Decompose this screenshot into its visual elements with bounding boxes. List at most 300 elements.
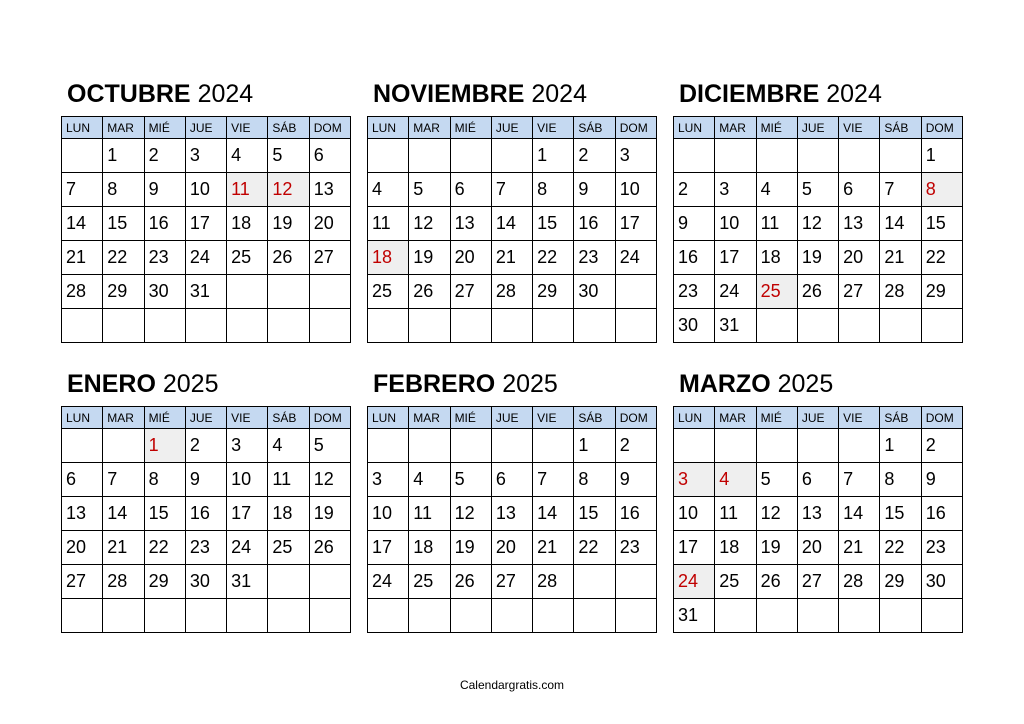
weekday-header: JUE	[185, 407, 226, 429]
week-row	[62, 207, 351, 241]
day-cell: 14	[533, 497, 574, 531]
day-cell: 26	[309, 531, 350, 565]
week-row	[368, 497, 657, 531]
weekday-header: LUN	[62, 117, 103, 139]
day-cell: 27	[62, 565, 103, 599]
day-cell: 23	[574, 241, 615, 275]
day-cell: 30	[144, 275, 185, 309]
day-cell: 19	[309, 497, 350, 531]
weekday-header: DOM	[309, 407, 350, 429]
day-cell: 10	[615, 173, 656, 207]
empty-day-cell	[368, 139, 409, 173]
weekday-header: JUE	[491, 407, 532, 429]
day-cell: 27	[450, 275, 491, 309]
month-year: 2025	[162, 370, 219, 398]
day-cell: 22	[144, 531, 185, 565]
day-cell: 20	[450, 241, 491, 275]
empty-day-cell	[62, 309, 103, 343]
empty-day-cell	[615, 309, 656, 343]
empty-day-cell	[615, 599, 656, 633]
day-cell: 25	[715, 565, 756, 599]
month-name: DICIEMBRE	[679, 80, 820, 108]
empty-day-cell	[227, 599, 268, 633]
day-cell: 22	[533, 241, 574, 275]
day-cell: 25	[409, 565, 450, 599]
month-title	[373, 370, 558, 398]
empty-day-cell	[409, 599, 450, 633]
day-cell: 14	[491, 207, 532, 241]
day-cell: 7	[839, 463, 880, 497]
day-cell: 14	[839, 497, 880, 531]
empty-day-cell	[880, 139, 921, 173]
day-cell: 23	[615, 531, 656, 565]
day-cell: 29	[921, 275, 962, 309]
weekday-header: DOM	[615, 117, 656, 139]
empty-day-cell	[409, 309, 450, 343]
week-row	[368, 139, 657, 173]
empty-day-cell	[227, 309, 268, 343]
day-cell: 10	[227, 463, 268, 497]
day-cell: 29	[533, 275, 574, 309]
day-cell: 10	[185, 173, 226, 207]
empty-day-cell	[533, 599, 574, 633]
day-cell: 2	[185, 429, 226, 463]
month-grid	[673, 116, 963, 343]
empty-day-cell	[268, 309, 309, 343]
empty-day-cell	[797, 429, 838, 463]
day-cell: 4	[227, 139, 268, 173]
day-cell: 15	[144, 497, 185, 531]
month-title	[373, 80, 587, 108]
day-cell: 5	[797, 173, 838, 207]
day-cell: 9	[921, 463, 962, 497]
day-cell: 12	[756, 497, 797, 531]
empty-day-cell	[921, 309, 962, 343]
day-cell: 16	[674, 241, 715, 275]
empty-day-cell	[185, 309, 226, 343]
day-cell: 6	[491, 463, 532, 497]
day-cell: 21	[839, 531, 880, 565]
empty-day-cell	[756, 429, 797, 463]
weekday-header-row	[368, 117, 657, 139]
empty-day-cell	[450, 139, 491, 173]
day-cell: 7	[533, 463, 574, 497]
weekday-header-row	[62, 407, 351, 429]
day-cell: 9	[674, 207, 715, 241]
week-row	[674, 139, 963, 173]
month-name: OCTUBRE	[67, 80, 191, 108]
holiday-day-cell: 8	[921, 173, 962, 207]
day-cell: 5	[309, 429, 350, 463]
day-cell: 20	[62, 531, 103, 565]
day-cell: 11	[409, 497, 450, 531]
week-row	[674, 173, 963, 207]
day-cell: 3	[715, 173, 756, 207]
empty-day-cell	[309, 565, 350, 599]
day-cell: 22	[103, 241, 144, 275]
week-row	[368, 173, 657, 207]
weekday-header-row	[62, 117, 351, 139]
week-row	[674, 565, 963, 599]
empty-day-cell	[450, 599, 491, 633]
month-title	[679, 370, 833, 398]
day-cell: 7	[62, 173, 103, 207]
empty-day-cell	[309, 599, 350, 633]
day-cell: 5	[756, 463, 797, 497]
month-grid	[673, 406, 963, 633]
weekday-header: SÁB	[268, 407, 309, 429]
day-cell: 6	[450, 173, 491, 207]
day-cell: 2	[921, 429, 962, 463]
day-cell: 13	[450, 207, 491, 241]
empty-day-cell	[839, 309, 880, 343]
empty-day-cell	[62, 429, 103, 463]
weekday-header: MAR	[715, 407, 756, 429]
day-cell: 14	[103, 497, 144, 531]
day-cell: 24	[715, 275, 756, 309]
day-cell: 17	[185, 207, 226, 241]
day-cell: 6	[797, 463, 838, 497]
day-cell: 23	[144, 241, 185, 275]
day-cell: 28	[880, 275, 921, 309]
day-cell: 19	[797, 241, 838, 275]
day-cell: 26	[797, 275, 838, 309]
day-cell: 4	[268, 429, 309, 463]
weekday-header: MIÉ	[756, 117, 797, 139]
day-cell: 13	[62, 497, 103, 531]
day-cell: 1	[103, 139, 144, 173]
day-cell: 29	[880, 565, 921, 599]
week-row	[368, 309, 657, 343]
empty-day-cell	[715, 599, 756, 633]
weekday-header: MIÉ	[756, 407, 797, 429]
day-cell: 10	[715, 207, 756, 241]
empty-day-cell	[103, 599, 144, 633]
empty-day-cell	[268, 565, 309, 599]
day-cell: 24	[227, 531, 268, 565]
day-cell: 26	[409, 275, 450, 309]
week-row	[62, 275, 351, 309]
empty-day-cell	[409, 139, 450, 173]
day-cell: 28	[839, 565, 880, 599]
empty-day-cell	[144, 309, 185, 343]
week-row	[368, 463, 657, 497]
day-cell: 30	[921, 565, 962, 599]
day-cell: 12	[450, 497, 491, 531]
day-cell: 27	[309, 241, 350, 275]
weekday-header: VIE	[533, 407, 574, 429]
month-year: 2024	[826, 80, 882, 108]
weekday-header: MIÉ	[450, 407, 491, 429]
day-cell: 13	[839, 207, 880, 241]
day-cell: 17	[368, 531, 409, 565]
empty-day-cell	[268, 275, 309, 309]
weekday-header: MAR	[103, 407, 144, 429]
day-cell: 5	[450, 463, 491, 497]
day-cell: 20	[309, 207, 350, 241]
weekday-header: LUN	[62, 407, 103, 429]
day-cell: 24	[615, 241, 656, 275]
day-cell: 1	[880, 429, 921, 463]
empty-day-cell	[674, 139, 715, 173]
month-name: ENERO	[67, 370, 156, 398]
day-cell: 20	[797, 531, 838, 565]
month-name: MARZO	[679, 370, 771, 398]
weekday-header: MAR	[409, 407, 450, 429]
day-cell: 14	[62, 207, 103, 241]
weekday-header: MIÉ	[144, 117, 185, 139]
empty-day-cell	[533, 429, 574, 463]
week-row	[62, 497, 351, 531]
week-row	[674, 599, 963, 633]
empty-day-cell	[491, 309, 532, 343]
empty-day-cell	[409, 429, 450, 463]
week-row	[368, 429, 657, 463]
empty-day-cell	[615, 275, 656, 309]
empty-day-cell	[309, 275, 350, 309]
weekday-header: SÁB	[880, 407, 921, 429]
day-cell: 16	[615, 497, 656, 531]
month-year: 2025	[502, 370, 558, 398]
day-cell: 6	[309, 139, 350, 173]
empty-day-cell	[62, 139, 103, 173]
day-cell: 28	[491, 275, 532, 309]
empty-day-cell	[309, 309, 350, 343]
day-cell: 18	[756, 241, 797, 275]
day-cell: 28	[103, 565, 144, 599]
day-cell: 2	[144, 139, 185, 173]
day-cell: 31	[185, 275, 226, 309]
day-cell: 11	[268, 463, 309, 497]
day-cell: 8	[574, 463, 615, 497]
empty-day-cell	[756, 309, 797, 343]
day-cell: 22	[574, 531, 615, 565]
day-cell: 11	[715, 497, 756, 531]
day-cell: 16	[144, 207, 185, 241]
day-cell: 1	[574, 429, 615, 463]
weekday-header: LUN	[674, 407, 715, 429]
empty-day-cell	[144, 599, 185, 633]
day-cell: 10	[368, 497, 409, 531]
empty-day-cell	[880, 599, 921, 633]
day-cell: 7	[491, 173, 532, 207]
holiday-day-cell: 12	[268, 173, 309, 207]
week-row	[368, 275, 657, 309]
day-cell: 4	[409, 463, 450, 497]
day-cell: 2	[615, 429, 656, 463]
holiday-day-cell: 11	[227, 173, 268, 207]
day-cell: 28	[62, 275, 103, 309]
day-cell: 12	[309, 463, 350, 497]
empty-day-cell	[715, 429, 756, 463]
day-cell: 16	[574, 207, 615, 241]
day-cell: 29	[144, 565, 185, 599]
day-cell: 23	[674, 275, 715, 309]
empty-day-cell	[227, 275, 268, 309]
day-cell: 29	[103, 275, 144, 309]
day-cell: 24	[368, 565, 409, 599]
week-row	[674, 275, 963, 309]
empty-day-cell	[491, 139, 532, 173]
day-cell: 17	[227, 497, 268, 531]
day-cell: 21	[491, 241, 532, 275]
month-year: 2025	[777, 370, 834, 398]
weekday-header: MAR	[409, 117, 450, 139]
weekday-header: SÁB	[574, 117, 615, 139]
day-cell: 16	[921, 497, 962, 531]
empty-day-cell	[574, 309, 615, 343]
day-cell: 17	[674, 531, 715, 565]
empty-day-cell	[574, 599, 615, 633]
weekday-header: JUE	[185, 117, 226, 139]
empty-day-cell	[797, 309, 838, 343]
day-cell: 22	[921, 241, 962, 275]
day-cell: 30	[574, 275, 615, 309]
week-row	[62, 531, 351, 565]
week-row	[368, 531, 657, 565]
day-cell: 13	[491, 497, 532, 531]
day-cell: 19	[268, 207, 309, 241]
day-cell: 5	[268, 139, 309, 173]
weekday-header: VIE	[533, 117, 574, 139]
empty-day-cell	[368, 309, 409, 343]
empty-day-cell	[797, 599, 838, 633]
weekday-header-row	[674, 117, 963, 139]
day-cell: 9	[574, 173, 615, 207]
day-cell: 27	[839, 275, 880, 309]
day-cell: 4	[756, 173, 797, 207]
empty-day-cell	[921, 599, 962, 633]
weekday-header: JUE	[797, 117, 838, 139]
weekday-header-row	[368, 407, 657, 429]
day-cell: 8	[103, 173, 144, 207]
weekday-header: JUE	[491, 117, 532, 139]
day-cell: 11	[756, 207, 797, 241]
day-cell: 3	[615, 139, 656, 173]
empty-day-cell	[103, 429, 144, 463]
day-cell: 19	[756, 531, 797, 565]
day-cell: 6	[839, 173, 880, 207]
day-cell: 11	[368, 207, 409, 241]
month-name: NOVIEMBRE	[373, 80, 525, 108]
day-cell: 17	[715, 241, 756, 275]
empty-day-cell	[450, 309, 491, 343]
day-cell: 30	[674, 309, 715, 343]
weekday-header-row	[674, 407, 963, 429]
day-cell: 1	[921, 139, 962, 173]
day-cell: 21	[62, 241, 103, 275]
footer-site-name: Calendargratis.com	[459, 678, 565, 692]
day-cell: 26	[450, 565, 491, 599]
day-cell: 1	[533, 139, 574, 173]
day-cell: 7	[880, 173, 921, 207]
day-cell: 3	[368, 463, 409, 497]
holiday-day-cell: 4	[715, 463, 756, 497]
holiday-day-cell: 18	[368, 241, 409, 275]
empty-day-cell	[533, 309, 574, 343]
day-cell: 14	[880, 207, 921, 241]
empty-day-cell	[62, 599, 103, 633]
empty-day-cell	[368, 429, 409, 463]
weekday-header: SÁB	[268, 117, 309, 139]
day-cell: 26	[756, 565, 797, 599]
day-cell: 17	[615, 207, 656, 241]
day-cell: 21	[103, 531, 144, 565]
day-cell: 3	[185, 139, 226, 173]
month-grid	[61, 406, 351, 633]
empty-day-cell	[103, 309, 144, 343]
empty-day-cell	[450, 429, 491, 463]
month-title	[67, 80, 253, 108]
day-cell: 27	[491, 565, 532, 599]
day-cell: 12	[797, 207, 838, 241]
day-cell: 31	[227, 565, 268, 599]
weekday-header: MIÉ	[144, 407, 185, 429]
empty-day-cell	[756, 599, 797, 633]
day-cell: 8	[144, 463, 185, 497]
day-cell: 25	[368, 275, 409, 309]
day-cell: 31	[674, 599, 715, 633]
weekday-header: LUN	[368, 117, 409, 139]
day-cell: 25	[268, 531, 309, 565]
day-cell: 7	[103, 463, 144, 497]
month-year: 2024	[197, 80, 254, 108]
day-cell: 12	[409, 207, 450, 241]
day-cell: 6	[62, 463, 103, 497]
week-row	[368, 599, 657, 633]
day-cell: 18	[409, 531, 450, 565]
day-cell: 20	[491, 531, 532, 565]
weekday-header: SÁB	[880, 117, 921, 139]
day-cell: 26	[268, 241, 309, 275]
day-cell: 9	[144, 173, 185, 207]
empty-day-cell	[839, 599, 880, 633]
day-cell: 15	[880, 497, 921, 531]
day-cell: 23	[185, 531, 226, 565]
empty-day-cell	[839, 139, 880, 173]
day-cell: 13	[797, 497, 838, 531]
weekday-header: SÁB	[574, 407, 615, 429]
empty-day-cell	[880, 309, 921, 343]
week-row	[674, 429, 963, 463]
day-cell: 4	[368, 173, 409, 207]
weekday-header: VIE	[839, 117, 880, 139]
day-cell: 19	[409, 241, 450, 275]
week-row	[674, 497, 963, 531]
day-cell: 2	[674, 173, 715, 207]
month-grid	[61, 116, 351, 343]
day-cell: 3	[227, 429, 268, 463]
week-row	[674, 309, 963, 343]
day-cell: 21	[880, 241, 921, 275]
day-cell: 19	[450, 531, 491, 565]
weekday-header: VIE	[227, 407, 268, 429]
weekday-header: VIE	[839, 407, 880, 429]
empty-day-cell	[491, 429, 532, 463]
empty-day-cell	[268, 599, 309, 633]
week-row	[62, 241, 351, 275]
weekday-header: JUE	[797, 407, 838, 429]
week-row	[674, 241, 963, 275]
weekday-header: DOM	[615, 407, 656, 429]
weekday-header: MIÉ	[450, 117, 491, 139]
day-cell: 24	[185, 241, 226, 275]
holiday-day-cell: 3	[674, 463, 715, 497]
day-cell: 2	[574, 139, 615, 173]
day-cell: 18	[715, 531, 756, 565]
empty-day-cell	[574, 565, 615, 599]
week-row	[62, 463, 351, 497]
